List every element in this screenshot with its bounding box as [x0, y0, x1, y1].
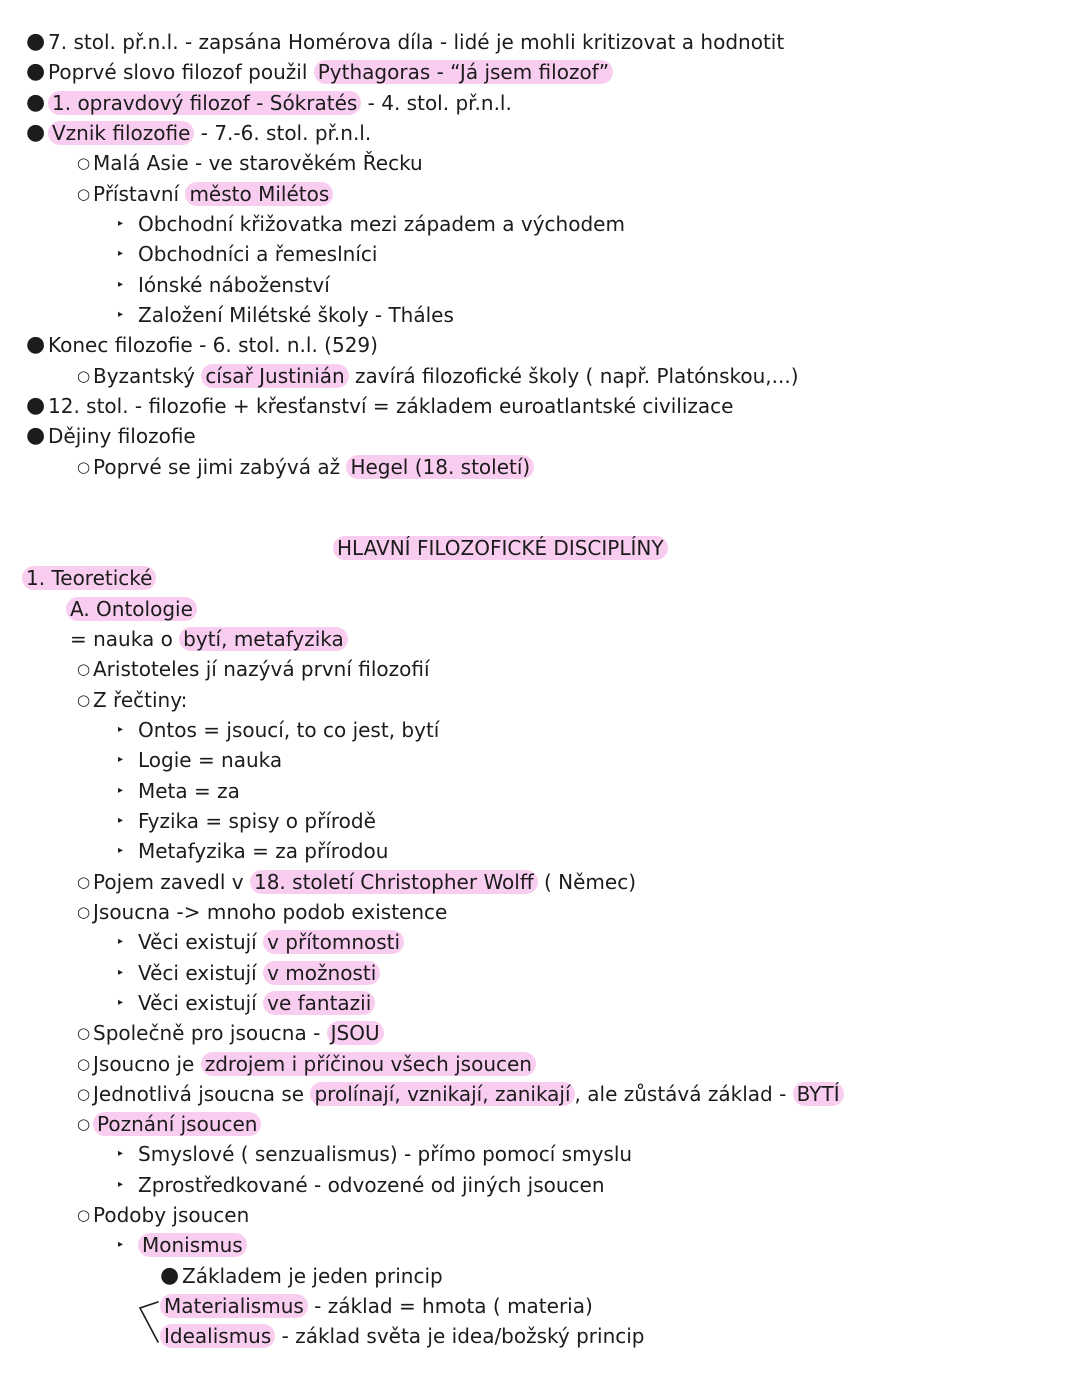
line-text: [48, 27, 784, 57]
highlighted-text: 1. opravdový filozof - Sókratés: [48, 91, 361, 115]
line-text: [333, 533, 668, 563]
highlighted-text: BYTÍ: [793, 1082, 844, 1106]
text-segment: Aristoteles jí nazývá první filozofií: [93, 657, 430, 681]
bullet-triangle-icon: ▸: [118, 1239, 124, 1250]
line-text: [93, 654, 430, 684]
bullet-dot-icon: ●: [26, 423, 46, 448]
text-segment: - 4. stol. př.n.l.: [361, 91, 512, 115]
text-segment: Poprvé se jimi zabývá až: [93, 455, 347, 479]
bullet-circle-icon: ○: [77, 1085, 91, 1103]
line-text: [93, 867, 636, 897]
bullet-circle-icon: ○: [77, 903, 91, 921]
line-text: [138, 836, 388, 866]
text-segment: Založení Milétské školy - Tháles: [138, 303, 454, 327]
line-text: [93, 1049, 536, 1079]
highlighted-text: císař Justinián: [201, 364, 348, 388]
bullet-circle-icon: ○: [77, 1115, 91, 1133]
highlighted-text: zdrojem i příčinou všech jsoucen: [201, 1052, 536, 1076]
text-segment: , ale zůstává základ -: [574, 1082, 793, 1106]
line-text: [48, 330, 378, 360]
highlighted-text: Poznání jsoucen: [93, 1112, 261, 1136]
bullet-triangle-icon: ▸: [118, 785, 124, 796]
text-segment: ( Němec): [537, 870, 636, 894]
highlighted-text: Materialismus: [160, 1294, 308, 1318]
bullet-triangle-icon: ▸: [118, 279, 124, 290]
bullet-circle-icon: ○: [77, 873, 91, 891]
highlighted-text: město Milétos: [185, 182, 333, 206]
branch-bracket: [132, 1298, 162, 1346]
text-segment: 12. stol. - filozofie + křesťanství = základem euroatlantské civilizace: [48, 394, 734, 418]
highlighted-text: 18. století Christopher Wolff: [250, 870, 538, 894]
line-text: [138, 927, 404, 957]
text-segment: - základ = hmota ( materia): [307, 1294, 593, 1318]
highlighted-text: Monismus: [138, 1233, 247, 1257]
text-segment: Základem je jeden princip: [182, 1264, 443, 1288]
bullet-triangle-icon: ▸: [118, 248, 124, 259]
text-segment: = nauka o: [70, 627, 180, 651]
text-segment: - základ světa je idea/božský princip: [275, 1324, 645, 1348]
highlighted-text: A. Ontologie: [66, 597, 197, 621]
bullet-circle-icon: ○: [77, 154, 91, 172]
bullet-circle-icon: ○: [77, 660, 91, 678]
line-text: [138, 776, 240, 806]
line-text: [138, 1230, 247, 1260]
line-text: [93, 179, 333, 209]
text-segment: Byzantský: [93, 364, 202, 388]
bullet-triangle-icon: ▸: [118, 1148, 124, 1159]
text-segment: Iónské náboženství: [138, 273, 330, 297]
line-text: [22, 563, 156, 593]
line-text: [93, 897, 447, 927]
line-text: [138, 209, 625, 239]
line-text: [93, 685, 187, 715]
bullet-triangle-icon: ▸: [118, 815, 124, 826]
bullet-circle-icon: ○: [77, 1055, 91, 1073]
bullet-triangle-icon: ▸: [118, 997, 124, 1008]
highlighted-text: ve fantazii: [263, 991, 375, 1015]
line-text: [93, 452, 534, 482]
bullet-triangle-icon: ▸: [118, 218, 124, 229]
highlighted-text: Hegel (18. století): [346, 455, 534, 479]
line-text: [48, 88, 512, 118]
line-text: [138, 300, 454, 330]
text-segment: Zprostředkované - odvozené od jiných jsoucen: [138, 1173, 605, 1197]
text-segment: Věci existují: [138, 961, 264, 985]
line-text: [182, 1261, 443, 1291]
line-text: [93, 1200, 249, 1230]
text-segment: - 7.-6. stol. př.n.l.: [194, 121, 372, 145]
bullet-dot-icon: ●: [26, 332, 46, 357]
bullet-dot-icon: ●: [26, 120, 46, 145]
highlighted-text: 1. Teoretické: [22, 566, 156, 590]
bullet-circle-icon: ○: [77, 691, 91, 709]
text-segment: Metafyzika = za přírodou: [138, 839, 389, 863]
line-text: [93, 1109, 261, 1139]
bullet-dot-icon: ●: [26, 59, 46, 84]
highlighted-text: v možnosti: [263, 961, 380, 985]
highlighted-text: Idealismus: [160, 1324, 275, 1348]
highlighted-text: HLAVNÍ FILOZOFICKÉ DISCIPLÍNY: [333, 536, 668, 560]
line-text: [66, 594, 197, 624]
line-text: [93, 1079, 844, 1109]
text-segment: Dějiny filozofie: [48, 424, 196, 448]
text-segment: Fyzika = spisy o přírodě: [138, 809, 376, 833]
line-text: [138, 958, 380, 988]
bullet-triangle-icon: ▸: [118, 309, 124, 320]
highlighted-text: v přítomnosti: [263, 930, 404, 954]
text-segment: Společně pro jsoucna -: [93, 1021, 327, 1045]
line-text: [160, 1321, 645, 1351]
text-segment: Obchodníci a řemeslníci: [138, 242, 378, 266]
text-segment: Obchodní křižovatka mezi západem a východem: [138, 212, 625, 236]
bullet-triangle-icon: ▸: [118, 967, 124, 978]
text-segment: Věci existují: [138, 991, 264, 1015]
line-text: [160, 1291, 593, 1321]
line-text: [138, 239, 377, 269]
line-text: [138, 745, 282, 775]
highlighted-text: Vznik filozofie: [48, 121, 194, 145]
text-segment: Ontos = jsoucí, to co jest, bytí: [138, 718, 440, 742]
bullet-dot-icon: ●: [26, 90, 46, 115]
text-segment: Konec filozofie - 6. stol. n.l. (529): [48, 333, 378, 357]
text-segment: Věci existují: [138, 930, 264, 954]
line-text: [48, 118, 371, 148]
bullet-dot-icon: ●: [26, 393, 46, 418]
line-text: [138, 1139, 632, 1169]
bullet-circle-icon: ○: [77, 458, 91, 476]
text-segment: Jednotlivá jsoucna se: [93, 1082, 311, 1106]
line-text: [138, 270, 330, 300]
bullet-triangle-icon: ▸: [118, 1179, 124, 1190]
bullet-circle-icon: ○: [77, 185, 91, 203]
bullet-triangle-icon: ▸: [118, 936, 124, 947]
text-segment: zavírá filozofické školy ( např. Platónskou,...): [348, 364, 799, 388]
line-text: [138, 715, 439, 745]
line-text: [93, 148, 423, 178]
highlighted-text: bytí, metafyzika: [179, 627, 348, 651]
bullet-dot-icon: ●: [26, 29, 46, 54]
line-text: [93, 361, 799, 391]
text-segment: Podoby jsoucen: [93, 1203, 250, 1227]
text-segment: Jsoucna -> mnoho podob existence: [93, 900, 448, 924]
highlighted-text: prolínají, vznikají, zanikají: [310, 1082, 574, 1106]
line-text: [138, 988, 375, 1018]
highlighted-text: Pythagoras - “Já jsem filozof”: [314, 60, 613, 84]
line-text: [93, 1018, 384, 1048]
text-segment: Poprvé slovo filozof použil: [48, 60, 314, 84]
line-text: [138, 806, 376, 836]
text-segment: Přístavní: [93, 182, 186, 206]
line-text: [138, 1170, 605, 1200]
bullet-dot-icon: ●: [160, 1263, 180, 1288]
text-segment: Logie = nauka: [138, 748, 283, 772]
bullet-circle-icon: ○: [77, 367, 91, 385]
text-segment: 7. stol. př.n.l. - zapsána Homérova díla - lidé je mohli kritizovat a hodnotit: [48, 30, 785, 54]
line-text: [70, 624, 348, 654]
bullet-circle-icon: ○: [77, 1024, 91, 1042]
bullet-triangle-icon: ▸: [118, 724, 124, 735]
line-text: [48, 391, 733, 421]
bullet-circle-icon: ○: [77, 1206, 91, 1224]
text-segment: Meta = za: [138, 779, 240, 803]
text-segment: Z řečtiny:: [93, 688, 188, 712]
text-segment: Smyslové ( senzualismus) - přímo pomocí smyslu: [138, 1142, 633, 1166]
bullet-triangle-icon: ▸: [118, 754, 124, 765]
text-segment: Jsoucno je: [93, 1052, 201, 1076]
highlighted-text: JSOU: [327, 1021, 384, 1045]
text-segment: Malá Asie - ve starověkém Řecku: [93, 151, 423, 175]
line-text: [48, 421, 196, 451]
line-text: [48, 57, 613, 87]
text-segment: Pojem zavedl v: [93, 870, 250, 894]
bullet-triangle-icon: ▸: [118, 845, 124, 856]
